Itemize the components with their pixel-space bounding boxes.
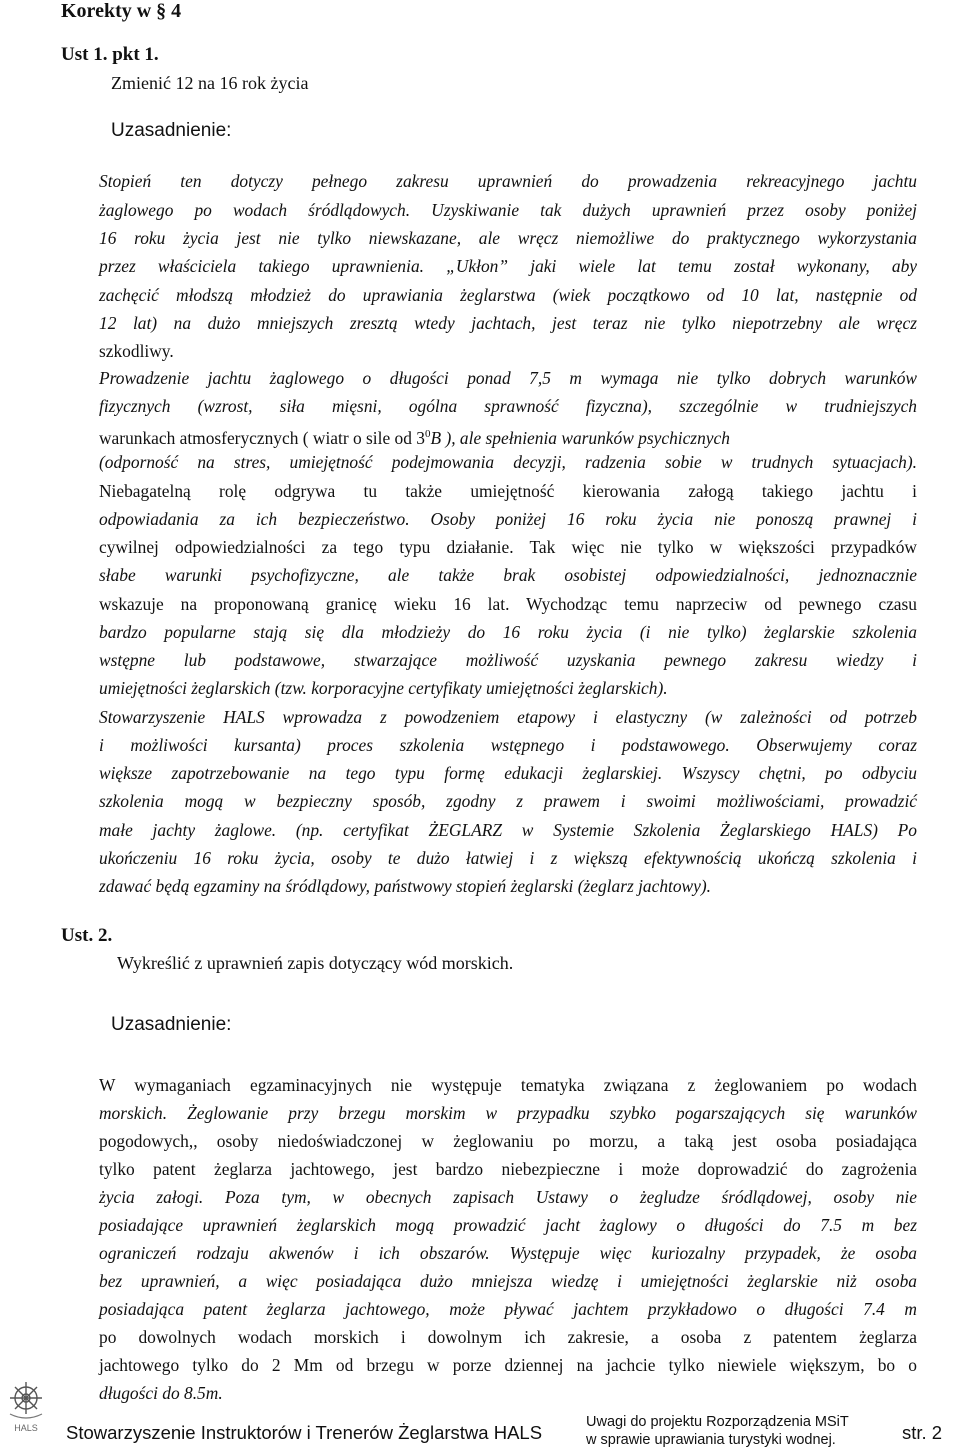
paragraph-line: 16 roku życia jest nie tylko niewskazane, ale wręcz niemożliwe do praktycznego wykorzystania: [99, 228, 917, 248]
section-2-change: Wykreślić z uprawnień zapis dotyczący wód morskich.: [117, 953, 514, 973]
paragraph-line: większe zapotrzebowanie na tego typu formę edukacji żeglarskiej. Wszyscy chętni, po odbyciu: [99, 763, 917, 783]
paragraph-line: Stopień ten dotyczy pełnego zakresu uprawnień do prowadzenia rekreacyjnego jachtu: [99, 171, 917, 191]
paragraph-line: po dowolnych wodach morskich i dowolnym ich zakresie, a osoba z patentem żeglarza: [99, 1327, 917, 1347]
paragraph-line: małe jachty żaglowe. (np. certyfikat ŻEGLARZ w Systemie Szkolenia Żeglarskiego HALS) Po: [99, 820, 917, 840]
paragraph-line: umiejętności żeglarskich (tzw. korporacyjne certyfikaty umiejętności żeglarskich).: [99, 678, 668, 698]
paragraph-line: fizycznych (wzrost, siła mięsni, ogólna sprawność fizyczna), szczególnie w trudniejszych: [99, 396, 917, 416]
paragraph-line: szkodliwy.: [99, 341, 174, 361]
document-title: Korekty w § 4: [61, 0, 182, 22]
paragraph-line: i możliwości kursanta) proces szkolenia wstępnego i podstawowego. Obserwujemy coraz: [99, 735, 917, 755]
paragraph-line: żaglowego po wodach śródlądowych. Uzyskiwanie tak dużych uprawnień przez osoby poniżej: [99, 200, 917, 220]
paragraph-line: ograniczeń rodzaju akwenów i ich obszarów. Występuje więc kuriozalny przypadek, że osoba: [99, 1243, 917, 1263]
paragraph-line: Prowadzenie jachtu żaglowego o długości ponad 7,5 m wymaga nie tylko dobrych warunków: [99, 368, 917, 388]
paragraph-line: Stowarzyszenie HALS wprowadza z powodzeniem etapowy i elastyczny (w zależności od potrzeb: [99, 707, 917, 727]
paragraph-line: zdawać będą egzaminy na śródlądowy, państwowy stopień żeglarski (żeglarz jachtowy).: [99, 876, 712, 896]
paragraph-line: jachtowego tylko do 2 Mm od brzegu w porze dziennej na jachcie tylko niewiele większym, bo o: [99, 1355, 917, 1375]
paragraph-line: cywilnej odpowiedzialności za tego typu działanie. Tak więc nie tylko w większości przypadków: [99, 537, 917, 557]
paragraph-text: warunkach atmosferycznych ( wiatr o sile od 3: [99, 427, 425, 448]
footer-organization: Stowarzyszenie Instruktorów i Trenerów Żeglarstwa HALS: [66, 1422, 543, 1443]
section-1-label: Ust 1. pkt 1.: [61, 44, 159, 65]
paragraph-line: słabe warunki psychofizyczne, ale także brak osobistej odpowiedzialności, jednoznacznie: [99, 565, 917, 585]
paragraph-text: B ), ale spełnienia warunków psychicznych: [430, 427, 730, 448]
logo-text: HALS: [14, 1423, 38, 1433]
paragraph-line: W wymaganiach egzaminacyjnych nie występuje tematyka związana z żeglowaniem po wodach: [99, 1075, 917, 1095]
paragraph-line: wstępne lub podstawowe, stwarzające możliwość uzyskania pewnego zakresu wiedzy i: [99, 650, 917, 670]
justification-heading-2: Uzasadnienie:: [111, 1014, 232, 1035]
section-1-change: Zmienić 12 na 16 rok życia: [111, 73, 309, 93]
hals-logo: [6, 1368, 46, 1434]
paragraph-line: przez właściciela takiego uprawnienia. „Ukłon” jaki wiele lat temu został wykonany, aby: [99, 256, 917, 276]
paragraph-line: 12 lat) na dużo mniejszych zresztą wtedy jachtach, jest teraz nie tylko niepotrzebny ale wręcz: [99, 313, 917, 333]
page-number: str. 2: [902, 1422, 943, 1443]
ship-wheel-icon: [6, 1368, 46, 1434]
justification-heading-1: Uzasadnienie:: [111, 120, 232, 141]
paragraph-line: bardzo popularne stają się dla młodzieży do 16 roku życia (i nie tylko) żeglarskie szkolenia: [99, 622, 917, 642]
paragraph-line: szkolenia mogą w bezpieczny sposób, zgodny z prawem i swoimi możliwościami, prowadzić: [99, 791, 917, 811]
section-2-label: Ust. 2.: [61, 925, 113, 946]
paragraph-line: Niebagatelną rolę odgrywa tu także umiejętność kierowania załogą takiego jachtu i: [99, 481, 917, 501]
paragraph-line: wskazuje na proponowaną granicę wieku 16 lat. Wychodząc temu naprzeciw od pewnego czasu: [99, 594, 917, 614]
paragraph-line: długości do 8.5m.: [99, 1383, 223, 1403]
paragraph-line: (odporność na stres, umiejętność podejmowania decyzji, radzenia sobie w trudnych sytuacjach).: [99, 452, 917, 472]
paragraph-line: zachęcić młodszą młodzież do uprawiania żeglarstwa (wiek początkowo od 10 lat, następnie od: [99, 285, 917, 305]
paragraph-line: morskich. Żeglowanie przy brzegu morskim w przypadku szybko pogarszających się warunków: [99, 1103, 917, 1123]
paragraph-line: pogodowych,, osoby niedoświadczonej w żeglowaniu po morzu, a taką jest osoba posiadająca: [99, 1131, 917, 1151]
paragraph-line: bez uprawnień, a więc posiadająca dużo mniejsza wiedzę i umiejętności żeglarskie niż osoba: [99, 1271, 917, 1291]
footer-note-line-2: w sprawie uprawiania turystyki wodnej.: [586, 1432, 836, 1448]
paragraph-line: ukończeniu 16 roku życia, osoby te dużo łatwiej i z większą efektywnością ukończą szkolenia i: [99, 848, 917, 868]
paragraph-line: posiadające uprawnień żeglarskich mogą prowadzić jacht żaglowy o długości do 7.5 m bez: [99, 1215, 917, 1235]
footer-note-line-1: Uwagi do projektu Rozporządzenia MSiT: [586, 1414, 849, 1430]
paragraph-line: życia załogi. Poza tym, w obecnych zapisach Ustawy o żegludze śródlądowej, osoby nie: [99, 1187, 917, 1207]
paragraph-line: odpowiadania za ich bezpieczeństwo. Osoby poniżej 16 roku życia nie ponoszą prawnej i: [99, 509, 917, 529]
paragraph-line: posiadająca patent żeglarza jachtowego, może pływać jachtem przykładowo o długości 7.4 m: [99, 1299, 917, 1319]
paragraph-line: tylko patent żeglarza jachtowego, jest bardzo niebezpieczne i może doprowadzić do zagrożenia: [99, 1159, 917, 1179]
superscript: 0: [424, 428, 431, 440]
